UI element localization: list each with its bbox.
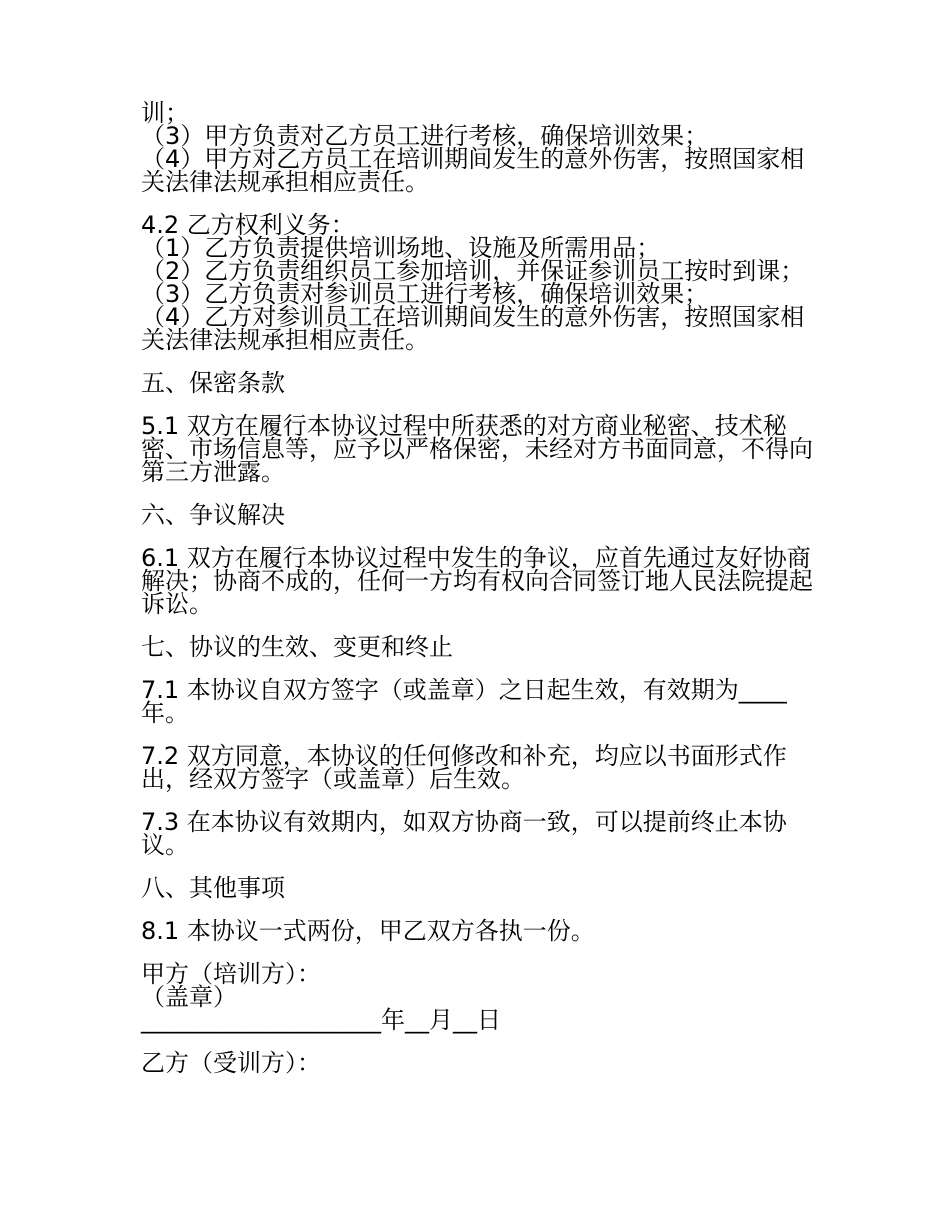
party-a-label: 甲方（培训方）： <box>141 960 321 988</box>
paragraph-4-1-tail <box>141 99 813 196</box>
text-line: （4）甲方对乙方员工在培训期间发生的意外伤害，按照国家相关法律法规承担相应责任。 <box>141 145 805 196</box>
heading-section-5: 五、保密条款 <box>141 369 285 397</box>
list-item: （2）乙方负责组织员工参加培训，并保证参训员工按时到课； <box>141 257 805 285</box>
text-line: （3）甲方负责对乙方员工进行考核，确保培训效果； <box>141 122 709 150</box>
list-item: （1）乙方负责提供培训场地、设施及所需用品； <box>141 234 661 262</box>
seal-label: （盖章） <box>141 983 237 1011</box>
paragraph-8-1: 8.1 本协议一式两份，甲乙双方各执一份。 <box>141 917 595 945</box>
list-item: （4）乙方对参训员工在培训期间发生的意外伤害，按照国家相关法律法规承担相应责任。 <box>141 303 805 354</box>
document-body <box>141 99 813 1077</box>
section-4-2 <box>141 211 813 354</box>
heading-section-7: 七、协议的生效、变更和终止 <box>141 633 453 661</box>
section-4-2-title: 4.2 乙方权利义务： <box>141 211 355 239</box>
text-line: 训； <box>141 99 189 127</box>
party-b-label: 乙方（受训方）： <box>141 1049 321 1077</box>
paragraph-7-2: 7.2 双方同意，本协议的任何修改和补充，均应以书面形式作出，经双方签字（或盖章）后生效。 <box>141 742 787 793</box>
paragraph-5-1: 5.1 双方在履行本协议过程中所获悉的对方商业秘密、技术秘密、市场信息等，应予以严格保密，未经对方书面同意，不得向第三方泄露。 <box>141 412 813 486</box>
paragraph-7-1: 7.1 本协议自双方签字（或盖章）之日起生效，有效期为____年。 <box>141 676 787 727</box>
list-item: （3）乙方负责对参训员工进行考核，确保培训效果； <box>141 280 709 308</box>
heading-section-8: 八、其他事项 <box>141 874 285 902</box>
paragraph-6-1: 6.1 双方在履行本协议过程中发生的争议，应首先通过友好协商解决；协商不成的，任何一方均有权向合同签订地人民法院提起诉讼。 <box>141 544 813 618</box>
paragraph-7-3: 7.3 在本协议有效期内，如双方协商一致，可以提前终止本协议。 <box>141 808 787 859</box>
date-line: ____________________年__月__日 <box>141 1006 501 1034</box>
heading-section-6: 六、争议解决 <box>141 501 285 529</box>
signature-block-party-a <box>141 960 813 1034</box>
